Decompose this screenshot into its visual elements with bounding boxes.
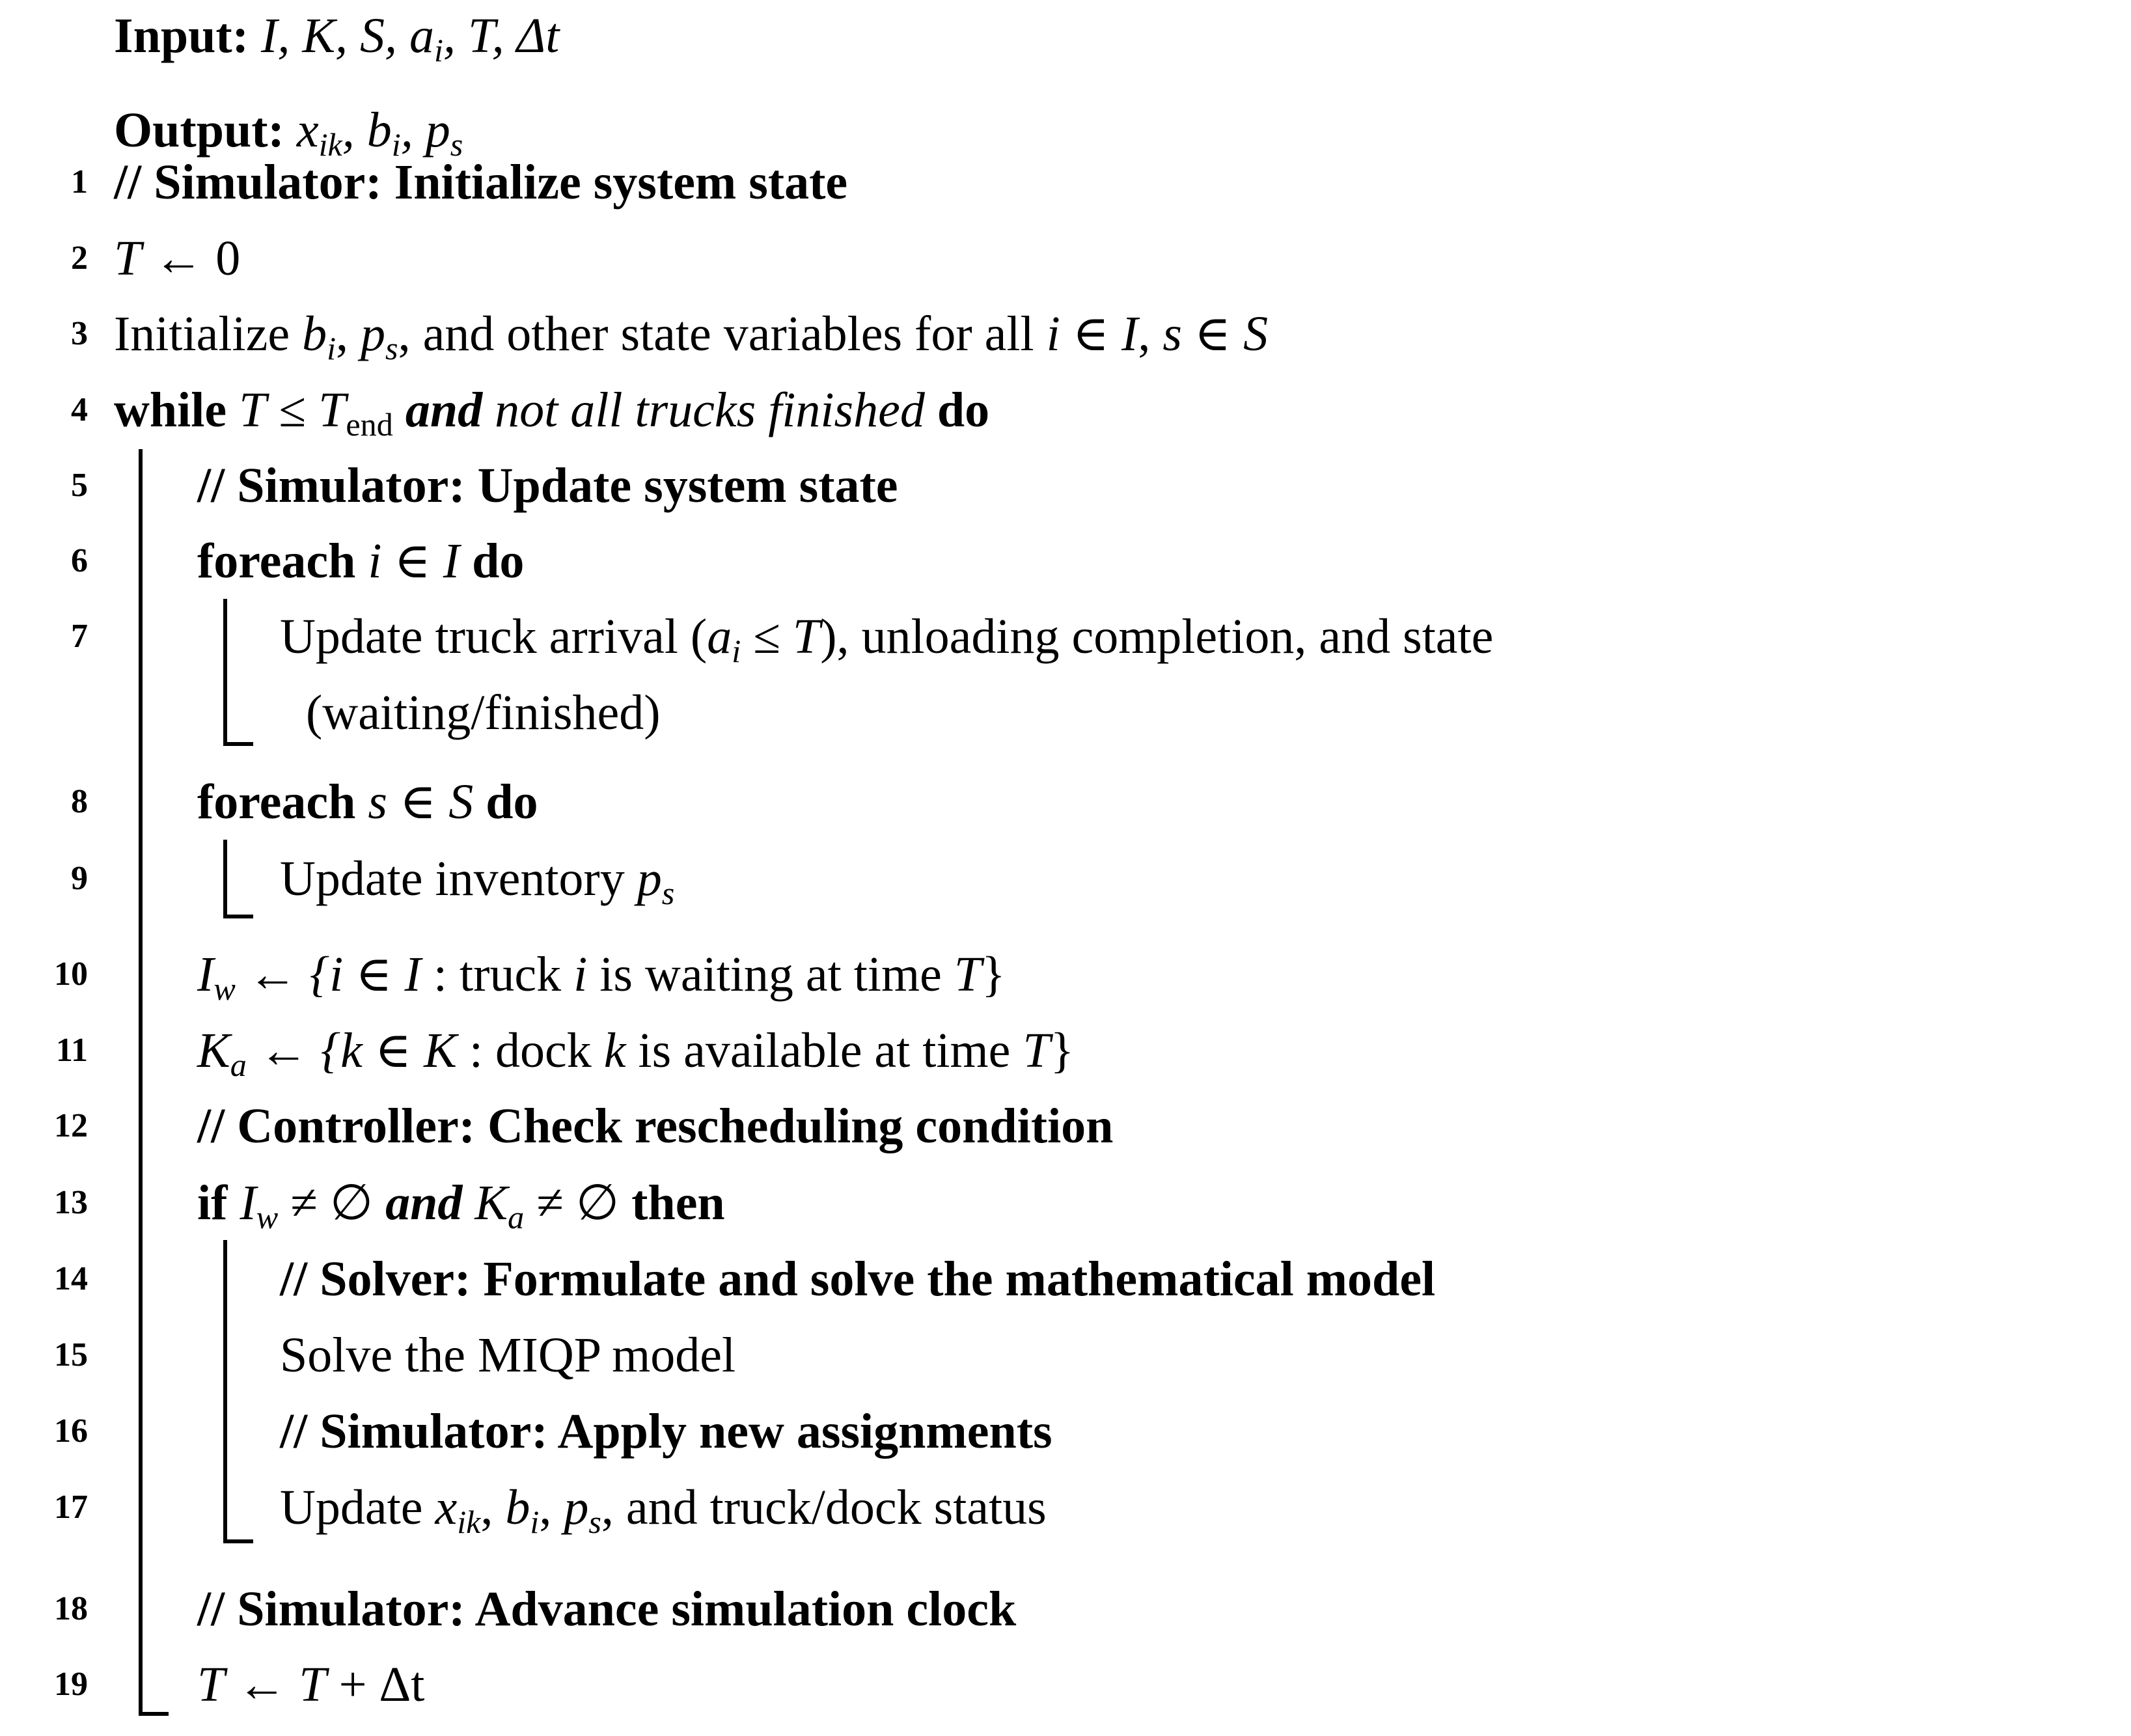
statement: $I_w$ ← {i ∈ I : truck i is waiting at time T} xyxy=(197,947,1006,1008)
statement: Update $x_{ik}$, $b_i$, $p_s$, and truck/dock status xyxy=(280,1480,1047,1541)
line-number: 9 xyxy=(71,860,88,897)
line-number: 15 xyxy=(54,1336,88,1373)
line-number: 3 xyxy=(71,315,88,352)
line-number: 2 xyxy=(71,240,88,277)
statement: Update truck arrival $(a_i \le T)$, unloading completion, and state xyxy=(280,609,1494,670)
comment: // Controller: Check rescheduling condition xyxy=(197,1099,1114,1153)
line-number: 12 xyxy=(54,1107,88,1144)
if-statement: if $I_w$ ≠ ∅ and $K_a$ ≠ ∅ then xyxy=(197,1176,725,1236)
statement: T ← T + Δt xyxy=(197,1657,425,1712)
foreach-i-block-end-tick xyxy=(223,742,253,746)
input-label: Input: xyxy=(114,8,249,63)
foreach-s-block-end-tick xyxy=(223,915,253,918)
statement: Solve the MIQP model xyxy=(280,1328,736,1383)
if-block-bar xyxy=(223,1240,227,1543)
comment: // Simulator: Apply new assignments xyxy=(280,1404,1052,1459)
foreach-s-block-bar xyxy=(223,840,227,918)
while-statement: while $T \le T_{end}$ and not all trucks finished do xyxy=(114,383,990,443)
statement: Update inventory $p_s$ xyxy=(280,851,675,912)
line-number: 8 xyxy=(71,783,88,820)
input-value: I, K, S, $a_i$, T, Δt xyxy=(261,8,560,69)
comment: // Simulator: Advance simulation clock xyxy=(197,1582,1017,1636)
statement: Initialize $b_i$, $p_s$, and other state variables for all i ∈ I, s ∈ S xyxy=(114,307,1269,367)
line-number: 18 xyxy=(54,1590,88,1627)
output-value: $x_{ik}$, $b_i$, $p_s$ xyxy=(296,103,463,163)
line-number: 7 xyxy=(71,618,88,655)
comment: // Solver: Formulate and solve the mathematical model xyxy=(280,1252,1436,1306)
while-block-bar xyxy=(139,449,143,1716)
line-number: 1 xyxy=(71,163,88,200)
line-number: 19 xyxy=(54,1666,88,1703)
line-number: 10 xyxy=(54,956,88,993)
line-number: 4 xyxy=(71,391,88,428)
while-block-end-tick xyxy=(139,1712,169,1716)
line-number: 16 xyxy=(54,1412,88,1450)
line-number: 14 xyxy=(54,1260,88,1297)
comment: // Simulator: Initialize system state xyxy=(114,155,848,210)
if-block-end-tick xyxy=(223,1539,253,1543)
foreach-i-block-bar xyxy=(223,599,227,746)
line-number: 17 xyxy=(54,1489,88,1526)
line-number: 13 xyxy=(54,1184,88,1221)
output-label: Output: xyxy=(114,103,284,158)
foreach-statement: foreach i ∈ I do xyxy=(197,534,525,588)
line-number: 6 xyxy=(71,542,88,579)
foreach-statement: foreach s ∈ S do xyxy=(197,775,538,829)
line-number: 11 xyxy=(55,1032,88,1069)
statement: $K_a$ ← {k ∈ K : dock k is available at time T} xyxy=(197,1023,1075,1084)
line-number: 5 xyxy=(71,467,88,504)
statement: T ← 0 xyxy=(114,231,241,286)
comment: // Simulator: Update system state xyxy=(197,458,898,513)
